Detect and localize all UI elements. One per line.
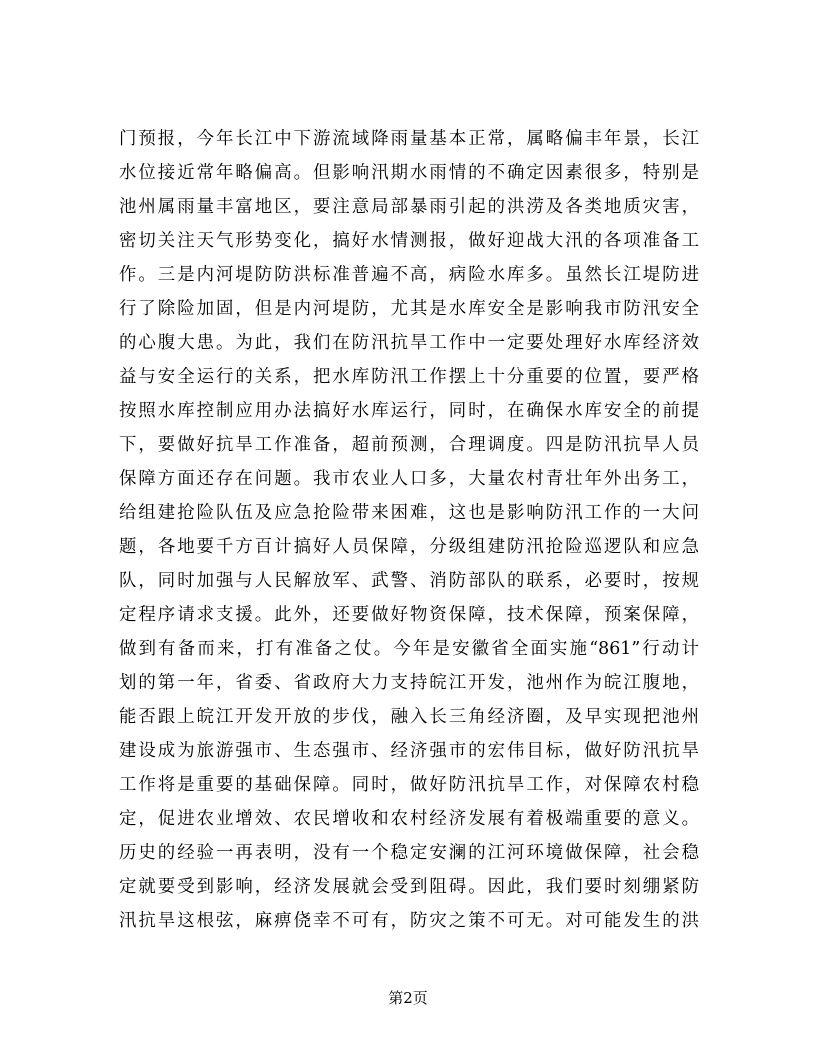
- text-line-11: 保障方面还存在问题。我市农业人口多，大量农村青壮年外出务工，: [119, 469, 699, 489]
- text-line-19: 建设成为旅游强市、生态强市、经济强市的宏伟目标，做好防汛抗旱: [119, 741, 699, 761]
- text-line-2: 水位接近常年略偏高。但影响汛期水雨情的不确定因素很多，特别是: [119, 163, 699, 183]
- text-line-13: 题，各地要千方百计搞好人员保障，分级组建防汛抢险巡逻队和应急: [119, 537, 699, 557]
- text-line-24: 汛抗旱这根弦，麻痹侥幸不可有，防灾之策不可无。对可能发生的洪: [119, 911, 699, 931]
- text-line-23: 定就要受到影响，经济发展就会受到阻碍。因此，我们要时刻绷紧防: [119, 877, 699, 897]
- page-number: 第2页: [388, 989, 428, 1007]
- text-line-18: 能否跟上皖江开发开放的步伐，融入长三角经济圈，及早实现把池州: [119, 707, 699, 727]
- text-line-5: 作。三是内河堤防防洪标准普遍不高，病险水库多。虽然长江堤防进: [119, 265, 699, 285]
- text-line-3: 池州属雨量丰富地区，要注意局部暴雨引起的洪涝及各类地质灾害，: [119, 197, 699, 217]
- text-line-20: 工作将是重要的基础保障。同时，做好防汛抗旱工作，对保障农村稳: [119, 775, 699, 795]
- text-line-8: 益与安全运行的关系，把水库防汛工作摆上十分重要的位置，要严格: [119, 367, 699, 387]
- text-line-14: 队，同时加强与人民解放军、武警、消防部队的联系，必要时，按规: [119, 571, 699, 591]
- text-line-12: 给组建抢险队伍及应急抢险带来困难，这也是影响防汛工作的一大问: [119, 503, 699, 523]
- text-line-15: 定程序请求支援。此外，还要做好物资保障，技术保障，预案保障，: [119, 605, 699, 625]
- text-line-6: 行了除险加固，但是内河堤防，尤其是水库安全是影响我市防汛安全: [119, 299, 699, 319]
- text-line-16: 做到有备而来，打有准备之仗。今年是安徽省全面实施“861”行动计: [119, 639, 699, 659]
- text-line-1: 门预报，今年长江中下游流域降雨量基本正常，属略偏丰年景，长江: [119, 129, 699, 149]
- text-line-22: 历史的经验一再表明，没有一个稳定安澜的江河环境做保障，社会稳: [119, 843, 699, 863]
- text-line-21: 定，促进农业增效、农民增收和农村经济发展有着极端重要的意义。: [119, 809, 699, 829]
- text-line-7: 的心腹大患。为此，我们在防汛抗旱工作中一定要处理好水库经济效: [119, 333, 699, 353]
- text-line-17: 划的第一年，省委、省政府大力支持皖江开发，池州作为皖江腹地，: [119, 673, 699, 693]
- text-line-10: 下，要做好抗旱工作准备，超前预测，合理调度。四是防汛抗旱人员: [119, 435, 699, 455]
- text-line-9: 按照水库控制应用办法搞好水库运行，同时，在确保水库安全的前提: [119, 401, 699, 421]
- text-line-4: 密切关注天气形势变化，搞好水情测报，做好迎战大汛的各项准备工: [119, 231, 699, 251]
- body-text: [119, 122, 699, 938]
